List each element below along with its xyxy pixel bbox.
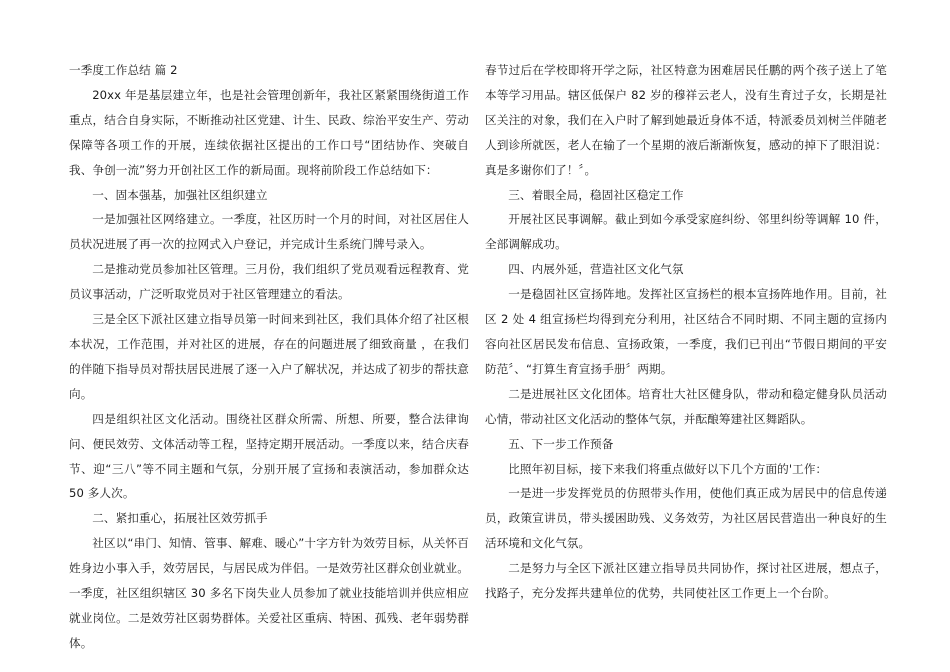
- paragraph: 社区以“串门、知情、管事、解难、暖心”十字方针为效劳目标，从关怀百姓身边小事入手，效劳居民，与居民成为伴侣。一是效劳社区群众创业就业。一季度，社区组织辖区 30 多名下岗失业人员参加了就业技能培训并供应相应就业岗位。二是效劳社区弱势群体。关爱社区重病、特困、孤残、老年弱势群体。: [69, 536, 469, 650]
- paragraph: 二是努力与全区下派社区建立指导员共同协作，探讨社区进展，想点子，找路子，充分发挥共建单位的优势，共同使社区工作更上一个台阶。: [485, 561, 887, 601]
- paragraph-continued: 春节过后在学校即将开学之际，社区特意为困难居民任鹏的两个孩子送上了笔本等学习用品。辖区低保户 82 岁的穆祥云老人，没有生育过子女，长期是社区关注的对象，我们在入户时了解到她最近身体不适，特派委员刘树兰伴随老人到诊所就医，老人在输了一个星期的液后渐渐恢复，感动的掉下了眼泪说：真是多谢你们了！〞。: [485, 63, 887, 177]
- paragraph: 二是进展社区文化团体。培育壮大社区健身队，带动和稳定健身队员活动心情，带动社区文化活动的整体气氛，并酝酿筹建社区舞蹈队。: [485, 386, 887, 426]
- paragraph: 三是全区下派社区建立指导员第一时间来到社区，我们具体介绍了社区根本状况，工作范围，并对社区的进展，存在的问题进展了细致商量 ，在我们的伴随下指导员对帮扶居民进展了逐一入户了解状况，并达成了初步的帮扶意向。: [69, 312, 469, 401]
- document-title: 一季度工作总结 篇 2: [69, 63, 178, 77]
- paragraph: 四是组织社区文化活动。围绕社区群众所需、所想、所要，整合法律询问、便民效劳、文体活动等工程，坚持定期开展活动。一季度以来，结合庆春节、迎“三八”等不同主题和气氛，分别开展了宣扬和表演活动，参加群众达 50 多人次。: [69, 411, 469, 501]
- paragraph-intro: 20xx 年是基层建立年，也是社会管理创新年，我社区紧紧围绕街道工作重点，结合自身实际，不断推动社区党建、计生、民政、综治平安生产、劳动保障等各项工作的开展，连续依据社区提出的工作口号“团结协作、突破自我、争创一流”努力开创社区工作的新局面。现将前阶段工作总结如下：: [69, 87, 469, 177]
- section-heading-1: 一、固本强基，加强社区组织建立: [92, 187, 268, 202]
- left-column: [69, 58, 469, 656]
- paragraph: 比照年初目标，接下来我们将重点做好以下几个方面的'工作：: [508, 461, 828, 476]
- section-heading-5: 五、下一步工作预备: [508, 436, 614, 451]
- section-heading-3: 三、着眼全局，稳固社区稳定工作: [508, 187, 684, 202]
- paragraph: 开展社区民事调解。截止到如今承受家庭纠纷、邻里纠纷等调解 10 件，全部调解成功。: [485, 212, 887, 252]
- paragraph: 二是推动党员参加社区管理。三月份，我们组织了党员观看远程教育、党员议事活动，广泛听取党员对于社区管理建立的看法。: [69, 262, 469, 302]
- paragraph: 一是进一步发挥党员的仿照带头作用，使他们真正成为居民中的信息传递员，政策宣讲员，带头援困助残、义务效劳，为社区居民营造出一种良好的生活环境和文化气氛。: [485, 486, 887, 551]
- section-heading-2: 二、紧扣重心，拓展社区效劳抓手: [92, 511, 268, 526]
- paragraph: 一是稳固社区宣扬阵地。发挥社区宣扬栏的根本宣扬阵地作用。目前，社区 2 处 4 组宣扬栏均得到充分利用，社区结合不同时期、不同主题的宣扬内容向社区居民发布信息、宣扬政策，一季度，我们已刊出“节假日期间的平安防范〞、“打算生育宣扬手册〞两期。: [485, 287, 887, 376]
- paragraph: 一是加强社区网络建立。一季度，社区历时一个月的时间，对社区居住人员状况进展了再一次的拉网式入户登记，并完成计生系统门牌号录入。: [69, 212, 469, 252]
- right-column: [485, 58, 887, 606]
- section-heading-4: 四、内展外延，营造社区文化气氛: [508, 262, 684, 277]
